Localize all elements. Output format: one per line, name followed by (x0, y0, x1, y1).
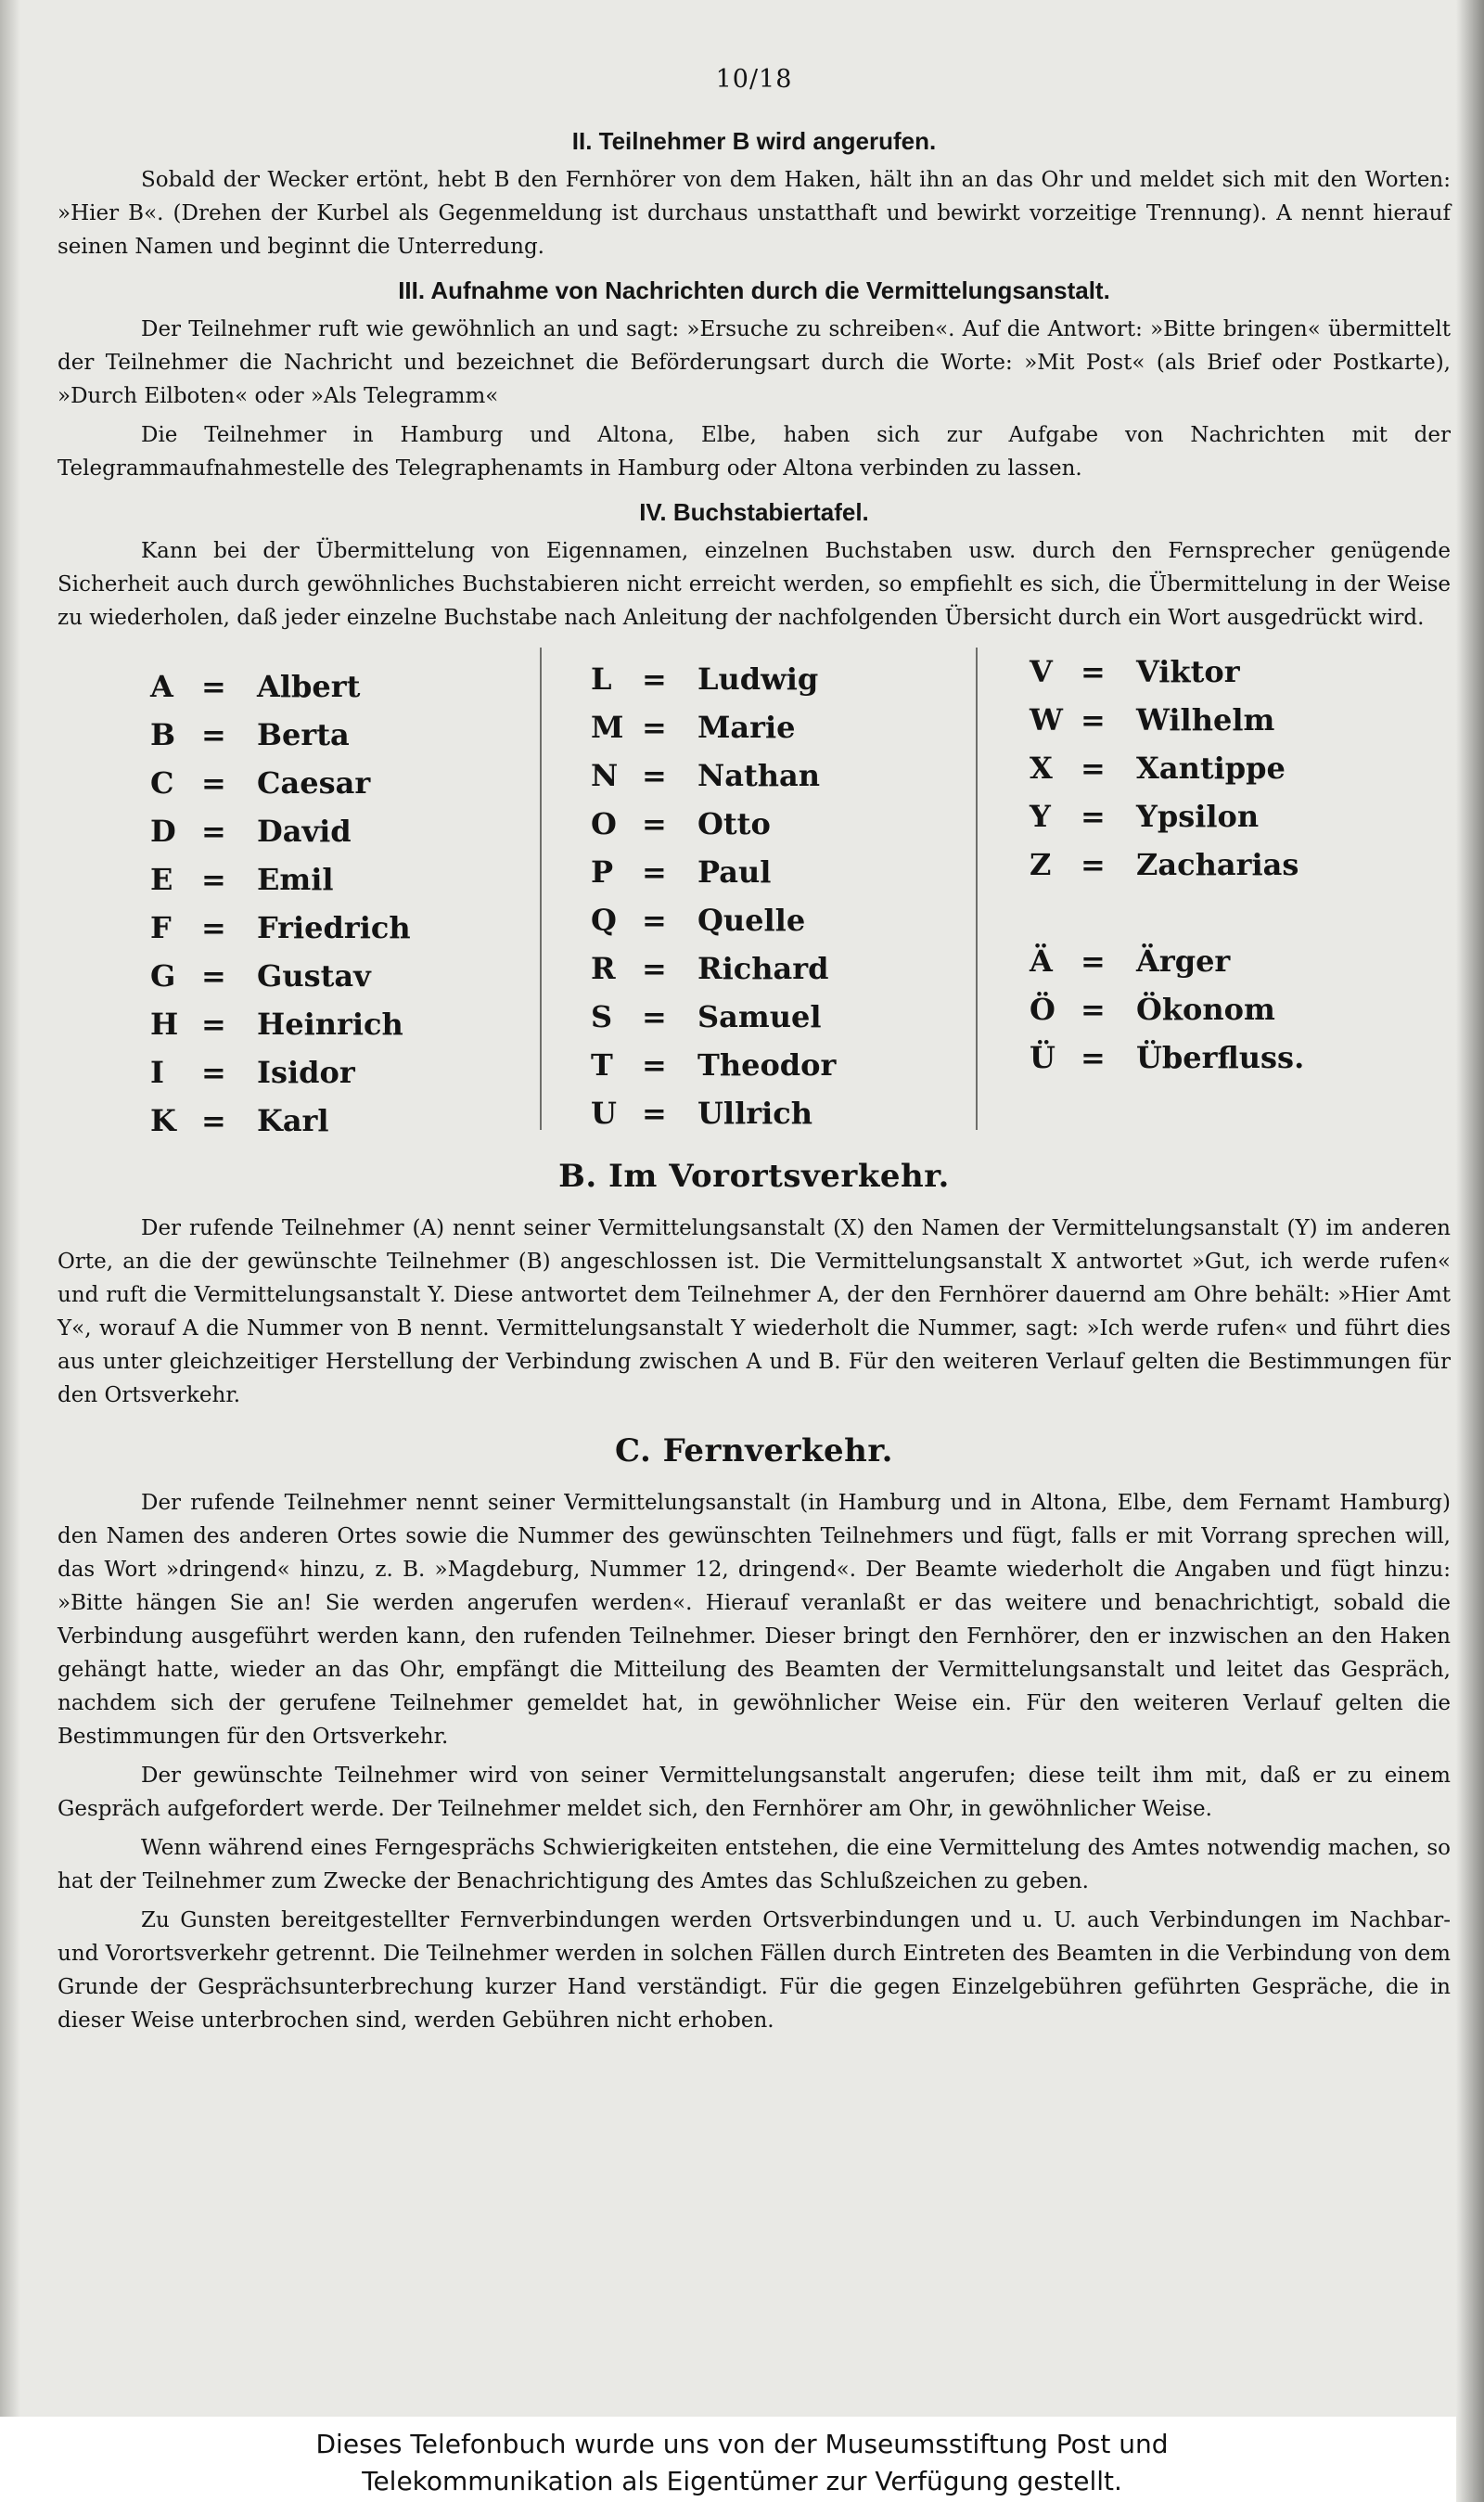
alphabet-word: Isidor (257, 1055, 355, 1090)
equals-sign: = (642, 1096, 667, 1131)
equals-sign: = (642, 758, 667, 793)
alphabet-word: Theodor (697, 1047, 837, 1083)
alphabet-letter: G (150, 958, 176, 994)
equals-sign: = (1081, 992, 1106, 1027)
alphabet-entry (150, 855, 411, 904)
alphabet-word: David (257, 814, 352, 849)
alphabet-entry (591, 993, 836, 1041)
alphabet-entry (150, 1048, 411, 1097)
alphabet-word: Caesar (257, 765, 371, 801)
alphabet-letter: L (591, 661, 612, 697)
column-divider (976, 648, 978, 1130)
alphabet-letter: Z (1030, 847, 1052, 882)
equals-sign: = (201, 862, 226, 897)
alphabet-word: Ökonom (1136, 992, 1275, 1027)
alphabet-word: Otto (697, 806, 771, 841)
alphabet-entry (150, 1000, 411, 1048)
alphabet-entry (591, 848, 836, 896)
alphabet-entry (1030, 648, 1304, 696)
alphabet-entry (150, 807, 411, 855)
alphabet-letter: I (150, 1055, 164, 1090)
alphabet-letter: V (1030, 654, 1053, 689)
alphabet-entry (1030, 840, 1304, 889)
alphabet-word: Ärger (1136, 943, 1231, 979)
section-c-heading: C. Fernverkehr. (614, 1432, 894, 1469)
equals-sign: = (642, 661, 667, 697)
alphabet-entry (1030, 696, 1304, 744)
alphabet-letter: T (591, 1047, 613, 1083)
alphabet-letter: K (150, 1103, 176, 1138)
alphabet-word: Samuel (697, 999, 822, 1034)
alphabet-word: Albert (257, 669, 361, 704)
equals-sign: = (1081, 1040, 1106, 1075)
alphabet-letter: O (591, 806, 617, 841)
alphabet-letter: W (1030, 702, 1063, 738)
section-3-heading: III. Aufnahme von Nachrichten durch die Vermittelungsanstalt. (398, 276, 1110, 304)
equals-sign: = (642, 951, 667, 986)
alphabet-entry (150, 662, 411, 711)
equals-sign: = (642, 999, 667, 1034)
alphabet-entry (591, 655, 836, 703)
equals-sign: = (201, 717, 226, 752)
page-number: 10/18 (715, 65, 793, 94)
section-c-paragraph-1: Der rufende Teilnehmer nennt seiner Vermittelungsanstalt (in Hamburg und in Altona, Elbe, dem Fernamt Hamburg) den Namen des anderen Ortes sowie die Nummer des gewünschten Teilnehmers und fügt, falls er mit Vorrang sprechen will, das Wort »dringend« hinzu, z. B. »Magdeburg, Nummer 12, dringend«. Der Beamte wiederholt die Angaben und fügt hinzu: »Bitte hängen Sie an! Sie werden angerufen werden«. Hierauf veranlaßt er das weitere und benachrichtigt, sobald die Verbindung ausgeführt werden kann, den rufenden Teilnehmer. Dieser bringt den Fernhörer, den er inzwischen an den Haken gehängt hatte, wieder an das Ohr, empfängt die Mitteilung des Beamten der Vermittelungsanstalt und leitet das Gespräch, nachdem sich der gerufene Teilnehmer gemeldet hat, in gewöhnlicher Weise ein. Für den weiteren Verlauf gelten die Bestimmungen für den Ortsverkehr. (58, 1491, 1451, 1749)
alphabet-word: Wilhelm (1136, 702, 1275, 738)
equals-sign: = (1081, 799, 1106, 834)
alphabet-letter: E (150, 862, 173, 897)
equals-sign: = (201, 669, 226, 704)
alphabet-column-1 (150, 662, 411, 1145)
section-b-paragraph: Der rufende Teilnehmer (A) nennt seiner Vermittelungsanstalt (X) den Namen der Vermittelungsanstalt (Y) im anderen Orte, an die der gewünschte Teilnehmer (B) angeschlossen ist. Die Vermittelungsanstalt X antwortet »Gut, ich werde rufen« und ruft die Vermittelungsanstalt Y. Diese antwortet dem Teilnehmer A, der den Fernhörer dauernd am Ohre behält: »Hier Amt Y«, worauf A die Nummer von B nennt. Vermittelungsanstalt Y wiederholt die Nummer, sagt: »Ich werde rufen« und führt dies aus unter gleichzeitiger Herstellung der Verbindung zwischen A und B. Für den weiteren Verlauf gelten die Bestimmungen für den Ortsverkehr. (58, 1216, 1451, 1407)
alphabet-letter: Ü (1030, 1040, 1055, 1075)
alphabet-letter: Ö (1030, 992, 1055, 1027)
alphabet-letter: F (150, 910, 172, 945)
equals-sign: = (642, 903, 667, 938)
alphabet-entry (150, 711, 411, 759)
alphabet-word: Nathan (697, 758, 821, 793)
equals-sign: = (201, 765, 226, 801)
column-divider (540, 648, 542, 1130)
equals-sign: = (1081, 654, 1106, 689)
alphabet-letter: N (591, 758, 619, 793)
section-2-heading: II. Teilnehmer B wird angerufen. (571, 127, 937, 155)
alphabet-word: Überfluss. (1136, 1040, 1305, 1075)
equals-sign: = (642, 854, 667, 890)
alphabet-word: Heinrich (257, 1007, 403, 1042)
alphabet-entry (150, 904, 411, 952)
alphabet-column-3 (1030, 648, 1304, 1082)
alphabet-letter: M (591, 710, 624, 745)
alphabet-word: Viktor (1136, 654, 1240, 689)
alphabet-entry (591, 800, 836, 848)
alphabet-letter: U (591, 1096, 617, 1131)
alphabet-letter: P (591, 854, 614, 890)
alphabet-letter: Ä (1030, 943, 1053, 979)
alphabet-word: Emil (257, 862, 334, 897)
equals-sign: = (201, 958, 226, 994)
ownership-caption (0, 2417, 1484, 2502)
alphabet-letter: A (150, 669, 173, 704)
alphabet-word: Xantippe (1136, 751, 1286, 786)
alphabet-word: Ludwig (697, 661, 819, 697)
section-b-heading: B. Im Vorortsverkehr. (558, 1158, 950, 1195)
alphabet-entry (591, 1041, 836, 1089)
alphabet-word: Marie (697, 710, 796, 745)
alphabet-entry (1030, 744, 1304, 792)
alphabet-letter: Q (591, 903, 617, 938)
equals-sign: = (201, 1007, 226, 1042)
alphabet-entry (1030, 792, 1304, 840)
section-2-paragraph: Sobald der Wecker ertönt, hebt B den Fernhörer von dem Haken, hält ihn an das Ohr und meldet sich mit den Worten: »Hier B«. (Drehen der Kurbel als Gegenmeldung ist durchaus unstatthaft und bewirkt vorzeitige Trennung). A nennt hierauf seinen Namen und beginnt die Unterredung. (58, 168, 1451, 259)
equals-sign: = (642, 1047, 667, 1083)
equals-sign: = (1081, 847, 1106, 882)
alphabet-word: Zacharias (1136, 847, 1299, 882)
alphabet-word: Berta (257, 717, 350, 752)
spelling-alphabet-table (58, 655, 1451, 1137)
equals-sign: = (1081, 702, 1106, 738)
alphabet-entry (150, 952, 411, 1000)
section-4-heading: IV. Buchstabiertafel. (639, 498, 869, 526)
alphabet-letter: B (150, 717, 176, 752)
section-3-paragraph-1: Der Teilnehmer ruft wie gewöhnlich an und sagt: »Ersuche zu schreiben«. Auf die Antwort: »Bitte bringen« übermittelt der Teilnehmer die Nachricht und bezeichnet die Beförderungsart durch die Worte: »Mit Post« (als Brief oder Postkarte), »Durch Eilboten« oder »Als Telegramm« (58, 317, 1451, 408)
alphabet-letter: D (150, 814, 176, 849)
alphabet-letter: S (591, 999, 613, 1034)
section-3-paragraph-2: Die Teilnehmer in Hamburg und Altona, Elbe, haben sich zur Aufgabe von Nachrichten mit der Telegrammaufnahmestelle des Telegraphenamts in Hamburg oder Altona verbinden zu lassen. (58, 423, 1451, 481)
equals-sign: = (642, 710, 667, 745)
alphabet-entry (591, 896, 836, 944)
alphabet-word: Richard (697, 951, 829, 986)
equals-sign: = (1081, 943, 1106, 979)
equals-sign: = (201, 1055, 226, 1090)
alphabet-entry (1030, 937, 1304, 985)
alphabet-letter: C (150, 765, 174, 801)
equals-sign: = (201, 910, 226, 945)
alphabet-column-2 (591, 655, 836, 1137)
equals-sign: = (201, 1103, 226, 1138)
equals-sign: = (642, 806, 667, 841)
section-4-paragraph: Kann bei der Übermittelung von Eigennamen, einzelnen Buchstaben usw. durch den Fernsprecher genügende Sicherheit auch durch gewöhnliches Buchstabieren nicht erreicht werden, so empfiehlt es sich, die Übermittelung in der Weise zu wiederholen, daß jeder einzelne Buchstabe nach Anleitung der nachfolgenden Übersicht durch ein Wort ausgedrückt wird. (58, 539, 1451, 630)
equals-sign: = (1081, 751, 1106, 786)
alphabet-entry (591, 703, 836, 751)
alphabet-word: Friedrich (257, 910, 411, 945)
alphabet-word: Ypsilon (1136, 799, 1260, 834)
alphabet-letter: R (591, 951, 616, 986)
section-c-paragraph-4: Zu Gunsten bereitgestellter Fernverbindungen werden Ortsverbindungen und u. U. auch Verbindungen im Nachbar- und Vorortsverkehr getrennt. Die Teilnehmer werden in solchen Fällen durch Eintreten des Beamten in die Verbindung von dem Grunde der Gesprächsunterbrechung kurzer Hand verständigt. Für die gegen Einzelgebühren geführten Gespräche, die in dieser Weise unterbrochen sind, werden Gebühren nicht erhoben. (58, 1908, 1451, 2033)
caption-line-2: Telekommunikation als Eigentümer zur Verfügung gestellt. (362, 2466, 1122, 2496)
section-c-paragraph-3: Wenn während eines Ferngesprächs Schwierigkeiten entstehen, die eine Vermittelung des Amtes notwendig machen, so hat der Teilnehmer zum Zwecke der Benachrichtigung des Amtes das Schlußzeichen zu geben. (58, 1836, 1451, 1893)
alphabet-word: Paul (697, 854, 772, 890)
alphabet-entry (591, 1089, 836, 1137)
caption-line-1: Dieses Telefonbuch wurde uns von der Museumsstiftung Post und (315, 2429, 1169, 2459)
alphabet-entry (1030, 1033, 1304, 1082)
alphabet-letter: H (150, 1007, 179, 1042)
alphabet-letter: X (1030, 751, 1053, 786)
equals-sign: = (201, 814, 226, 849)
alphabet-word: Gustav (257, 958, 371, 994)
section-c-paragraph-2: Der gewünschte Teilnehmer wird von seiner Vermittelungsanstalt angerufen; diese teilt ihm mit, daß er zu einem Gespräch aufgefordert werde. Der Teilnehmer meldet sich, den Fernhörer am Ohr, in gewöhnlicher Weise. (58, 1764, 1451, 1821)
alphabet-entry (591, 751, 836, 800)
alphabet-entry (1030, 985, 1304, 1033)
alphabet-entry (150, 1097, 411, 1145)
alphabet-word: Quelle (697, 903, 806, 938)
alphabet-entry (150, 759, 411, 807)
alphabet-entry (591, 944, 836, 993)
alphabet-letter: Y (1030, 799, 1051, 834)
alphabet-word: Ullrich (697, 1096, 812, 1131)
alphabet-word: Karl (257, 1103, 329, 1138)
page-content (58, 65, 1451, 2043)
